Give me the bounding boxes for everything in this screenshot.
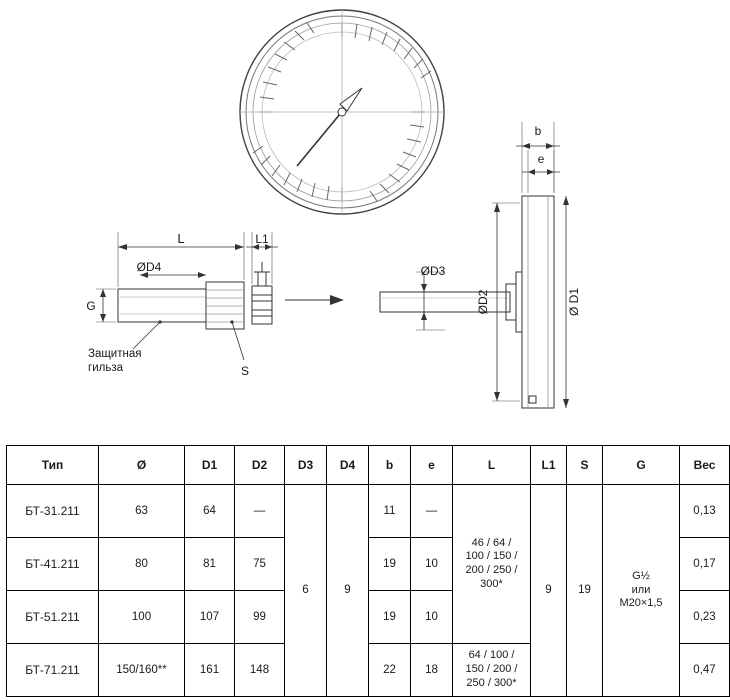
label-L1: L1 xyxy=(255,232,269,246)
label-D4: ØD4 xyxy=(136,260,162,274)
cell-b: 19 xyxy=(369,538,411,591)
cell-weight: 0,47 xyxy=(680,644,730,697)
cell-b: 11 xyxy=(369,485,411,538)
header-l: L xyxy=(453,446,531,485)
specifications-table-wrapper xyxy=(6,445,716,697)
header-d3: D3 xyxy=(285,446,327,485)
header-b: b xyxy=(369,446,411,485)
header-s: S xyxy=(567,446,603,485)
label-S: S xyxy=(240,364,250,378)
g-line-1: G½ xyxy=(632,569,650,582)
cell-l-group2 xyxy=(453,644,531,697)
cell-e: 10 xyxy=(411,591,453,644)
cell-weight: 0,23 xyxy=(680,591,730,644)
cell-d1: 81 xyxy=(185,538,235,591)
stem-side-view xyxy=(96,232,344,360)
l2-line-1: 64 / 100 / xyxy=(468,649,515,662)
cell-s-merged: 19 xyxy=(567,485,603,697)
cell-type: БТ-51.211 xyxy=(7,591,99,644)
table-row xyxy=(7,485,730,538)
header-g: G xyxy=(603,446,680,485)
header-d4: D4 xyxy=(327,446,369,485)
l-line-1: 46 / 64 / xyxy=(471,536,512,549)
label-D2: ØD2 xyxy=(476,289,490,315)
cell-l1-merged: 9 xyxy=(531,485,567,697)
header-weight: Вес xyxy=(680,446,730,485)
label-protective-sleeve-line1: Защитная xyxy=(88,348,142,360)
cell-d2: 148 xyxy=(235,644,285,697)
cell-g-merged xyxy=(603,485,680,697)
cell-weight: 0,17 xyxy=(680,538,730,591)
label-L: L xyxy=(177,231,185,246)
header-d1: D1 xyxy=(185,446,235,485)
cell-d1: 64 xyxy=(185,485,235,538)
header-type: Тип xyxy=(7,446,99,485)
label-D3: ØD3 xyxy=(420,264,446,278)
label-protective-sleeve-line2: гильза xyxy=(88,362,123,374)
label-D1: Ø D1 xyxy=(567,287,581,317)
cell-weight: 0,13 xyxy=(680,485,730,538)
cell-e: 10 xyxy=(411,538,453,591)
cell-diameter: 63 xyxy=(99,485,185,538)
l-line-3: 200 / 250 / xyxy=(465,564,518,576)
header-d2: D2 xyxy=(235,446,285,485)
specifications-table xyxy=(6,445,730,697)
cell-e: 18 xyxy=(411,644,453,697)
cell-diameter: 100 xyxy=(99,591,185,644)
cell-d2: — xyxy=(235,485,285,538)
l-line-4: 300* xyxy=(480,577,503,590)
cell-d1: 107 xyxy=(185,591,235,644)
cell-b: 22 xyxy=(369,644,411,697)
label-G: G xyxy=(86,299,96,313)
table-header-row xyxy=(7,446,730,485)
l-line-2: 100 / 150 / xyxy=(465,550,518,563)
l2-line-3: 250 / 300* xyxy=(466,676,517,689)
header-l1: L1 xyxy=(531,446,567,485)
cell-d2: 99 xyxy=(235,591,285,644)
cell-diameter: 80 xyxy=(99,538,185,591)
l2-line-2: 150 / 200 / xyxy=(465,663,518,676)
header-e: e xyxy=(411,446,453,485)
cell-d3-merged: 6 xyxy=(285,485,327,697)
g-line-2: или xyxy=(631,583,651,596)
cell-d4-merged: 9 xyxy=(327,485,369,697)
cell-l-group1 xyxy=(453,485,531,644)
header-diameter: Ø xyxy=(99,446,185,485)
g-line-3: M20×1,5 xyxy=(619,597,663,610)
cell-type: БТ-31.211 xyxy=(7,485,99,538)
cell-d2: 75 xyxy=(235,538,285,591)
cell-type: БТ-71.211 xyxy=(7,644,99,697)
label-e: e xyxy=(537,152,545,166)
cell-d1: 161 xyxy=(185,644,235,697)
cell-type: БТ-41.211 xyxy=(7,538,99,591)
label-b: b xyxy=(534,124,542,138)
dial-gauge-front-view xyxy=(240,10,444,214)
cell-b: 19 xyxy=(369,591,411,644)
cell-diameter: 150/160** xyxy=(99,644,185,697)
cell-e: — xyxy=(411,485,453,538)
